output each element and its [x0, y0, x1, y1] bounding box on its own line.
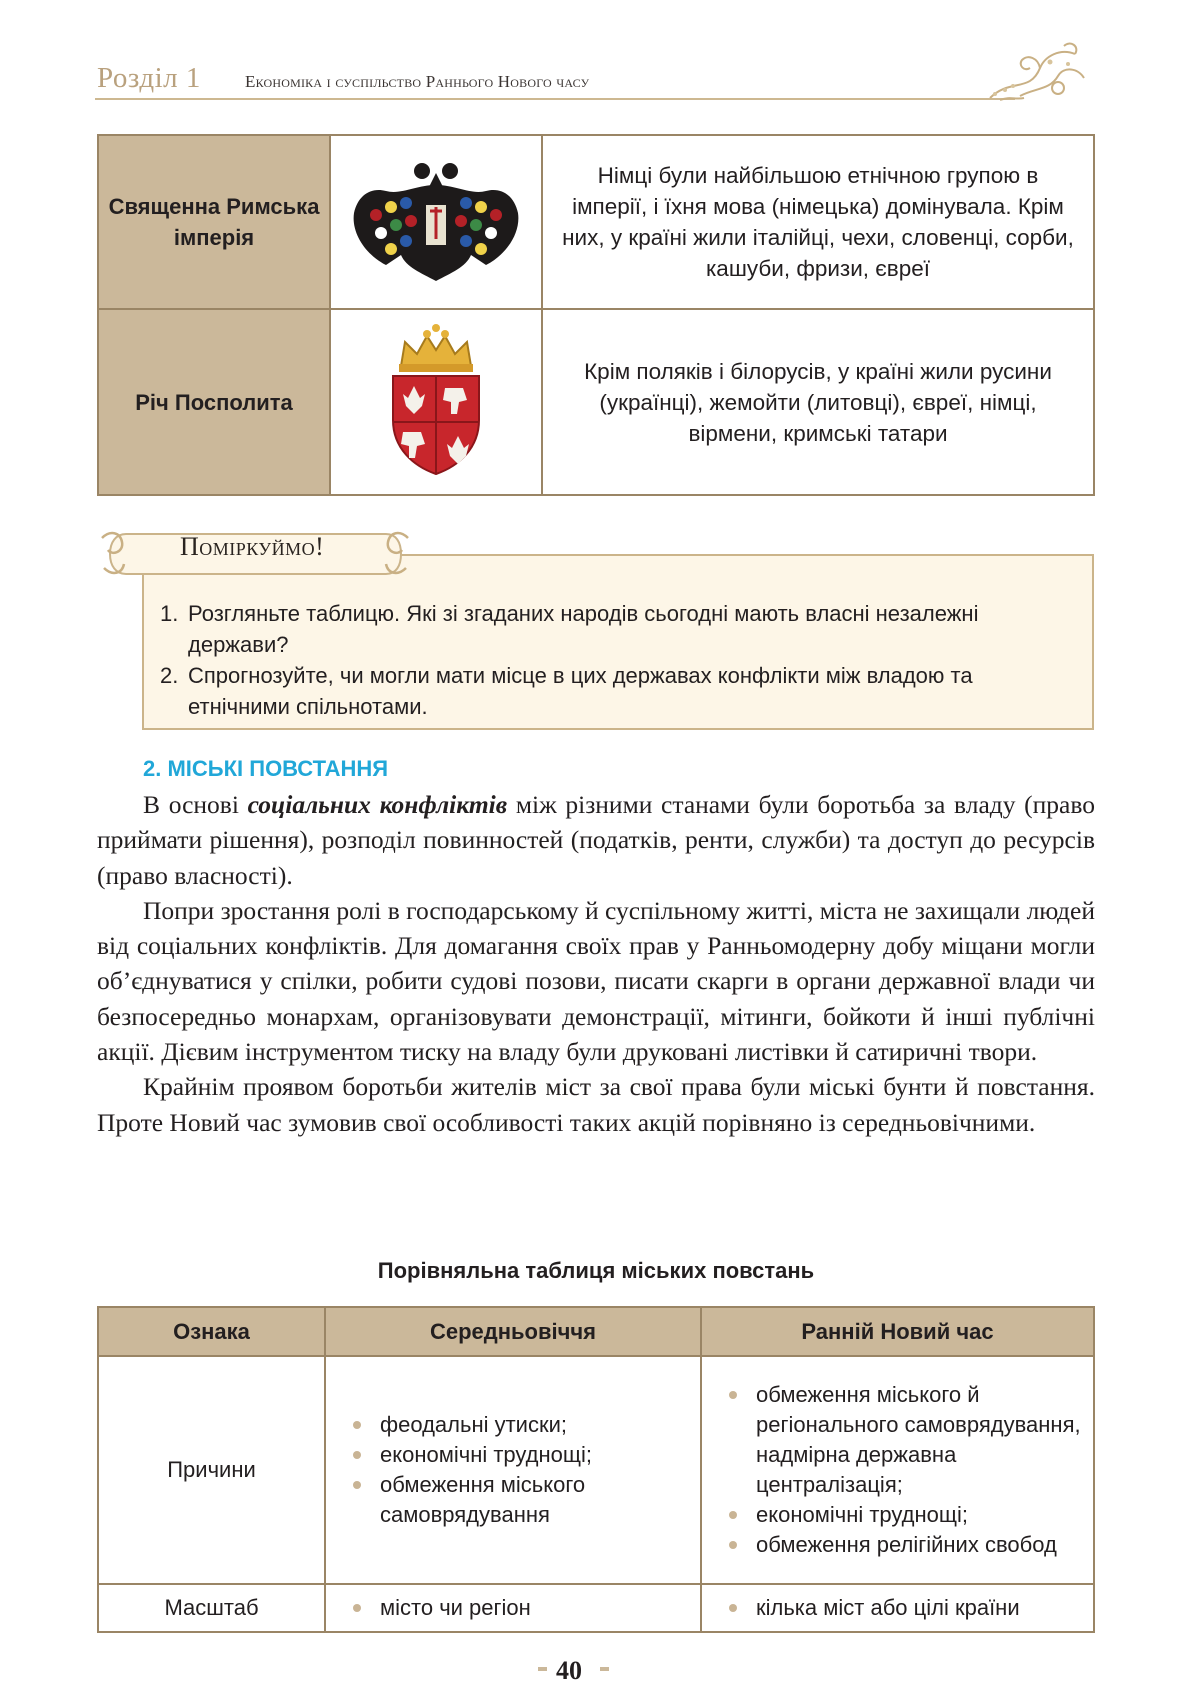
question-list	[160, 598, 1080, 722]
double-headed-eagle-icon	[346, 155, 526, 285]
states-table	[97, 134, 1095, 496]
bullet-list	[327, 1593, 699, 1623]
medieval-cell	[325, 1584, 701, 1632]
question-text: Розгляньте таблицю. Які зі згаданих народів сьогодні мають власні незалежні держави?	[188, 601, 979, 657]
bullet-list	[703, 1380, 1092, 1560]
section-heading: 2. МІСЬКІ ПОВСТАННЯ	[143, 756, 389, 781]
list-item: кілька міст або цілі країни	[729, 1593, 1092, 1623]
list-item: обмеження міського самоврядування	[353, 1470, 699, 1530]
emblem-cell	[330, 135, 542, 309]
paragraph-text: між різними станами були боротьба за владу (право приймати рішення), розподіл повинностей (податків, ренти, служби) та доступ до ресурсів (право власності).	[97, 790, 1095, 890]
column-header: Середньовіччя	[325, 1307, 701, 1356]
bullet-list	[327, 1410, 699, 1530]
comparison-table	[97, 1306, 1095, 1633]
page-number-ornament	[538, 1667, 547, 1671]
table-row	[98, 1584, 1094, 1632]
medieval-cell	[325, 1356, 701, 1584]
early-modern-cell	[701, 1584, 1094, 1632]
feature-cell: Причини	[98, 1356, 325, 1584]
header-rule	[95, 98, 1015, 100]
early-modern-cell	[701, 1356, 1094, 1584]
question-number: 2.	[160, 663, 179, 688]
table-row	[98, 135, 1094, 309]
page-number-ornament	[600, 1667, 609, 1671]
page-header	[95, 60, 1090, 102]
column-header: Ранній Новий час	[701, 1307, 1094, 1356]
floral-ornament-icon	[980, 38, 1090, 106]
question-number: 1.	[160, 601, 179, 626]
chapter-title: Економіка і суспільство Раннього Нового часу	[245, 72, 590, 91]
question-text: Спрогнозуйте, чи могли мати місце в цих державах конфлікти між владою та етнічними спільнотами.	[188, 663, 973, 719]
bullet-list	[703, 1593, 1092, 1623]
section-body	[97, 787, 1095, 1140]
state-name: Річ Посполита	[98, 309, 330, 495]
table-caption: Порівняльна таблиця міських повстань	[377, 1258, 815, 1283]
paragraph	[97, 787, 1095, 893]
state-description: Німці були найбільшою етнічною групою в імперії, і їхня мова (німецька) домінувала. Крім них, у країні жили італійці, чехи, словенці, сорби, кашуби, фризи, євреї	[542, 135, 1094, 309]
paragraph: Крайнім проявом боротьби жителів міст за свої права були міські бунти й повстання. Проте Новий час зумовив свої особливості таких акцій порівняно із середньовічними.	[97, 1072, 1095, 1137]
list-item: місто чи регіон	[353, 1593, 699, 1623]
list-item: обмеження релігійних свобод	[729, 1530, 1092, 1560]
list-item: обмеження міського й регіонального самоврядування, надмірна державна централізація;	[729, 1380, 1092, 1500]
list-item: економічні труднощі;	[729, 1500, 1092, 1530]
crowned-coat-of-arms-icon	[381, 320, 491, 480]
paragraph-text: В основі	[143, 790, 248, 819]
list-item	[160, 660, 1080, 722]
feature-cell: Масштаб	[98, 1584, 325, 1632]
table-row	[98, 309, 1094, 495]
think-box-title: Поміркуймо!	[180, 532, 325, 561]
key-term: соціальних конфліктів	[247, 790, 508, 819]
table-row	[98, 1356, 1094, 1584]
table-header-row	[98, 1307, 1094, 1356]
column-header: Ознака	[98, 1307, 325, 1356]
state-name: Священна Римська імперія	[98, 135, 330, 309]
state-description: Крім поляків і білорусів, у країні жили русини (українці), жемойти (литовці), євреї, німці, вірмени, кримські татари	[542, 309, 1094, 495]
chapter-label: Розділ 1	[97, 62, 201, 94]
list-item	[160, 598, 1080, 660]
emblem-cell	[330, 309, 542, 495]
paragraph: Попри зростання ролі в господарському й суспільному житті, міста не захищали людей від соціальних конфліктів. Для домагання своїх прав у Ранньомодерну добу міщани могли об’єднуватися у спілки, робити судові позови, писати скарги в органи державної влади чи безпосередньо монархам, організовувати демонстрації, мітинги, бойкоти й інші публічні акції. Дієвим інструментом тиску на владу були друковані листівки й сатиричні твори.	[97, 895, 1095, 1067]
list-item: феодальні утиски;	[353, 1410, 699, 1440]
page-number: 40	[556, 1656, 582, 1685]
list-item: економічні труднощі;	[353, 1440, 699, 1470]
